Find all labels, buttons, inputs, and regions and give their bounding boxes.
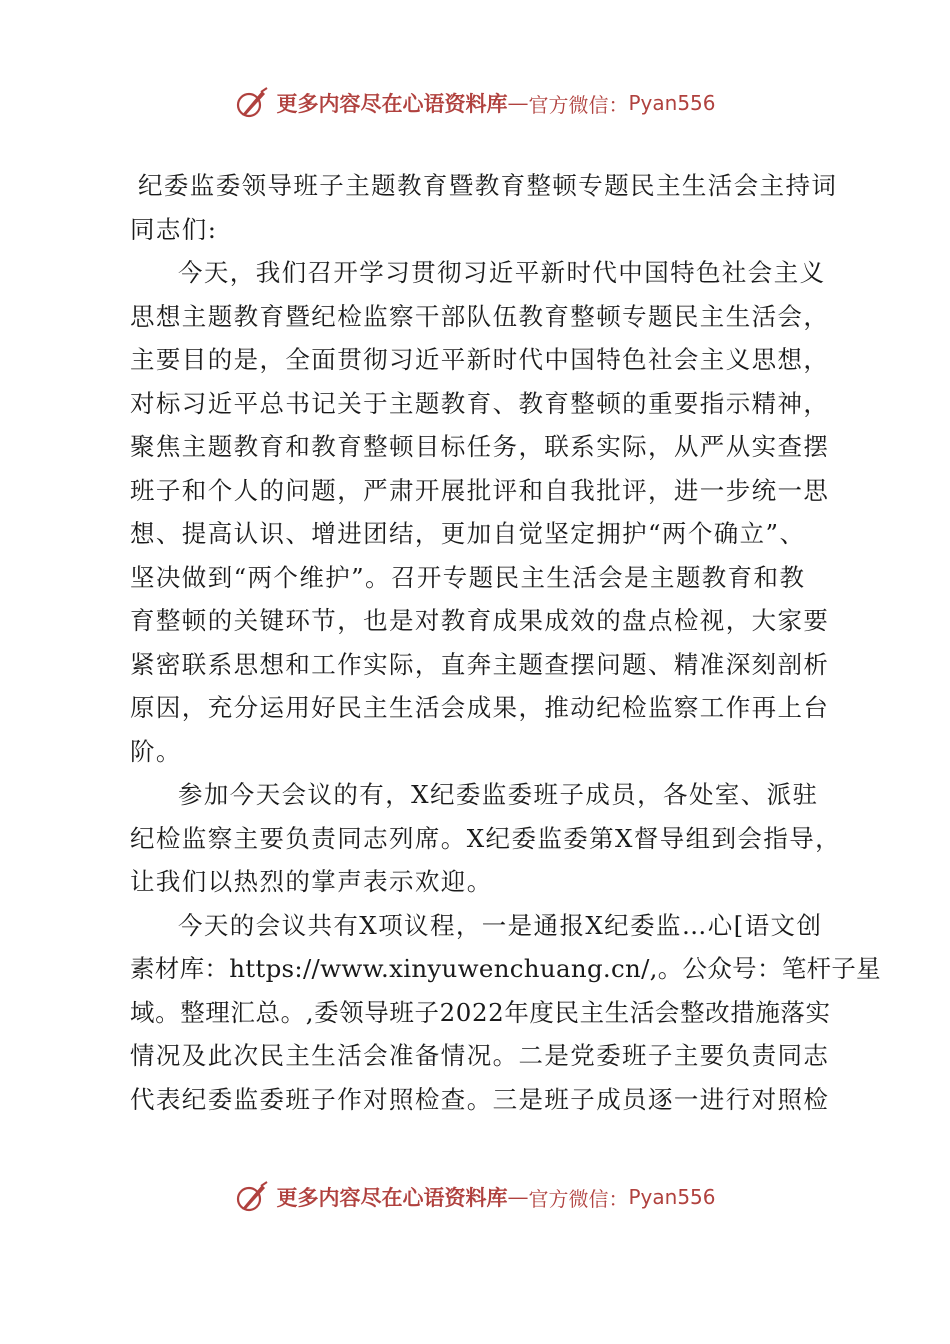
paragraph-line: 紧密联系思想和工作实际，直奔主题查摆问题、精准深刻剖析: [130, 649, 830, 679]
banner-separator: —: [507, 91, 529, 115]
paragraph-line: 想、提高认识、增进团结，更加自觉坚定拥护“两个确立”、: [130, 519, 806, 548]
paragraph-line: 阶。: [130, 736, 182, 766]
paragraph-line: 原因，充分运用好民主生活会成果，推动纪检监察工作再上台: [130, 693, 830, 722]
paragraph-2: [130, 773, 842, 904]
paragraph-1: [130, 251, 830, 773]
quill-logo-icon: [234, 85, 270, 121]
paragraph-line: 聚焦主题教育和教育整顿目标任务，联系实际，从严从实查摆: [130, 432, 830, 461]
banner-separator: —: [507, 1185, 529, 1209]
footer-banner: [0, 1172, 950, 1222]
banner-title: 更多内容尽在心语资料库: [276, 91, 508, 116]
banner-wechat-label: 官方微信：: [528, 1186, 629, 1211]
paragraph-line: 今天，我们召开学习贯彻习近平新时代中国特色社会主义: [178, 258, 826, 287]
paragraph-line: 域。整理汇总。,委领导班子2022年度民主生活会整改措施落实: [130, 997, 831, 1027]
paragraph-line: 班子和个人的问题，严肃开展批评和自我批评，进一步统一思: [130, 475, 830, 505]
document-title: 纪委监委领导班子主题教育暨教育整顿专题民主生活会主持词: [138, 171, 838, 200]
banner-title: 更多内容尽在心语资料库: [276, 1185, 508, 1210]
quill-logo-icon: [234, 1179, 270, 1215]
paragraph-line: 育整顿的关键环节，也是对教育成果成效的盘点检视，大家要: [130, 606, 830, 635]
banner-wechat-label: 官方微信：: [528, 92, 629, 117]
paragraph-line: 纪检监察主要负责同志列席。X纪委监委第X督导组到会指导，: [130, 823, 842, 853]
paragraph-line-url: 素材库：https://www.xinyuwenchuang.cn/,。公众号：笔杆子星: [130, 954, 881, 983]
salutation: 同志们:: [130, 214, 218, 244]
paragraph-line: 代表纪委监委班子作对照检查。三是班子成员逐一进行对照检: [130, 1084, 830, 1114]
paragraph-line: 让我们以热烈的掌声表示欢迎。: [130, 867, 493, 896]
paragraph-3: [130, 904, 881, 1122]
paragraph-line: 情况及此次民主生活会准备情况。二是党委班子主要负责同志: [130, 1041, 830, 1070]
paragraph-line: 坚决做到“两个维护”。召开专题民主生活会是主题教育和教: [130, 562, 806, 592]
paragraph-line: 今天的会议共有X项议程，一是通报X纪委监…心[语文创: [178, 910, 823, 940]
paragraph-line: 主要目的是，全面贯彻习近平新时代中国特色社会主义思想，: [130, 345, 830, 374]
document-body: [130, 164, 881, 1121]
paragraph-line: 思想主题教育暨纪检监察干部队伍教育整顿专题民主生活会，: [130, 301, 830, 331]
paragraph-line: 对标习近平总书记关于主题教育、教育整顿的重要指示精神，: [130, 388, 830, 418]
header-banner: [0, 78, 950, 128]
paragraph-line: 参加今天会议的有，X纪委监委班子成员，各处室、派驻: [178, 780, 819, 809]
banner-wechat-id: Pyan556: [628, 91, 716, 115]
banner-wechat-id: Pyan556: [628, 1185, 716, 1209]
